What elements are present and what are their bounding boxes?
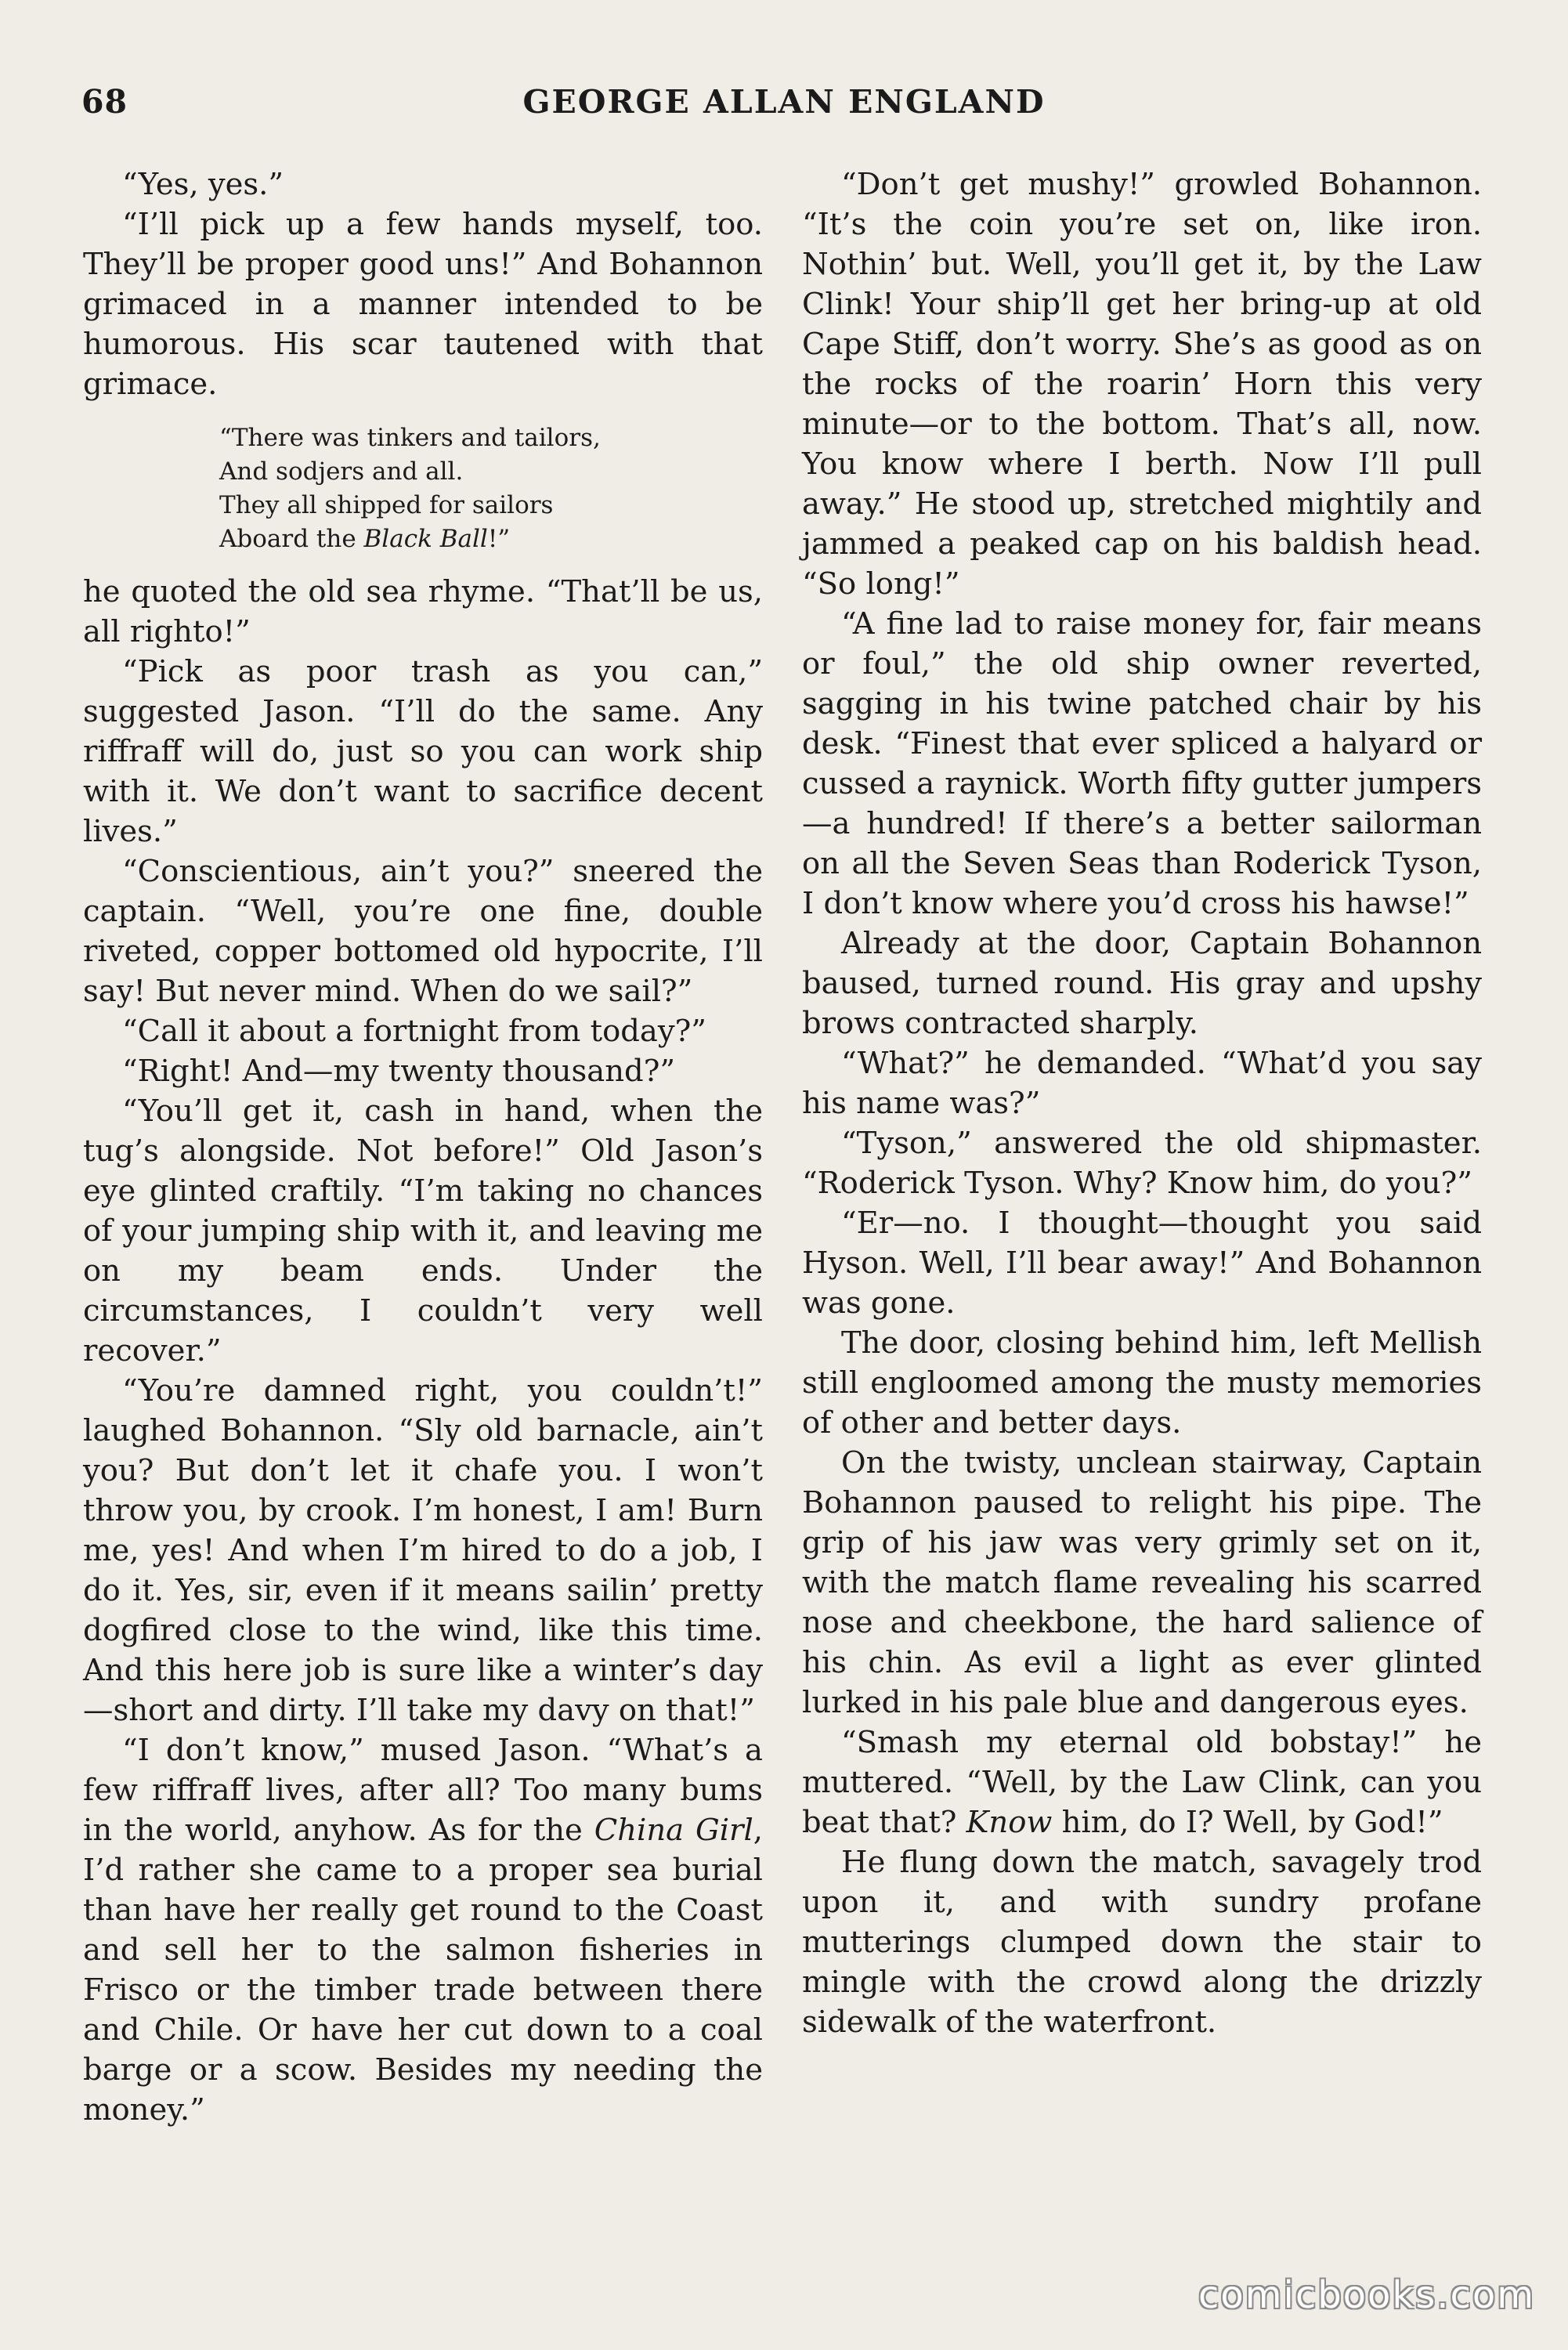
paragraph: “Er—no. I thought—thought you said Hyson. Well, I’ll bear away!” And Bohannon was gone. bbox=[802, 1206, 1482, 1321]
paragraph: He flung down the match, savagely trod upon it, and with sundry profane mutterings clumped down the stair to mingle with the crowd along the drizzly sidewalk of the waterfront. bbox=[802, 1845, 1482, 2040]
page-number: 68 bbox=[81, 83, 128, 121]
paragraph: “Don’t get mushy!” growled Bohannon. “It’s the coin you’re set on, like iron. Nothin’ but. Well, you’ll get it, by the Law Clink! Your ship’ll get her bring-up at old Cape Stiff, don’t worry. She’s as good as on the rocks of the roarin’ Horn this very minute—or to the bottom. That’s all, now. You know where I berth. Now I’ll pull away.” He stood up, stretched mightily and jammed a peaked cap on his baldish head. “So long!” bbox=[802, 167, 1482, 602]
verse-text: Aboard the bbox=[219, 525, 364, 553]
paragraph: “Pick as poor trash as you can,” suggested Jason. “I’ll do the same. Any riffraff will do, just so you can work ship with it. We don’t want to sacrifice decent lives.” bbox=[83, 654, 763, 849]
verse-line bbox=[219, 522, 763, 556]
paragraph-text: “Smash my eternal old bobstay!” he muttered. “Well, by the Law Clink, can you beat that? bbox=[802, 1725, 1482, 1840]
verse-line: And sodjers and all. bbox=[219, 457, 464, 486]
verse-line: They all shipped for sailors bbox=[219, 491, 554, 519]
watermark-logo: comicbooks.com bbox=[1198, 2273, 1535, 2317]
paragraph bbox=[802, 1723, 1482, 1842]
paragraph bbox=[83, 1730, 763, 2130]
paragraph: he quoted the old sea rhyme. “That’ll be us, all righto!” bbox=[83, 574, 763, 649]
paragraph: “You’ll get it, cash in hand, when the tug’s alongside. Not before!” Old Jason’s eye glinted craftily. “I’m taking no chances of your jumping ship with it, and leaving me on my beam ends. Under the circumstances, I couldn’t very well recover.” bbox=[83, 1094, 763, 1368]
right-column bbox=[802, 164, 1482, 2042]
paragraph: “I’ll pick up a few hands myself, too. They’ll be proper good uns!” And Bohannon grimaced in a manner intended to be humorous. His scar tautened with that grimace. bbox=[83, 207, 763, 402]
paragraph: “Right! And—my twenty thousand?” bbox=[122, 1054, 676, 1089]
verse-line: “There was tinkers and tailors, bbox=[219, 424, 601, 452]
emphasis: Know bbox=[966, 1805, 1053, 1840]
verse-quotation bbox=[219, 421, 763, 556]
paragraph: “Conscientious, ain’t you?” sneered the captain. “Well, you’re one fine, double riveted, copper bottomed old hypocrite, I’ll say! But never mind. When do we sail?” bbox=[83, 854, 763, 1009]
paragraph: “What?” he demanded. “What’d you say his name was?” bbox=[802, 1046, 1482, 1121]
left-column bbox=[83, 164, 763, 2130]
paragraph: “You’re damned right, you couldn’t!” laughed Bohannon. “Sly old barnacle, ain’t you? But don’t let it chafe you. I won’t throw you, by crook. I’m honest, I am! Burn me, yes! And when I’m hired to do a job, I do it. Yes, sir, even if it means sailin’ pretty dogfired close to the wind, like this time. And this here job is sure like a winter’s day—short and dirty. I’ll take my davy on that!” bbox=[83, 1373, 763, 1728]
paragraph: “Tyson,” answered the old shipmaster. “Roderick Tyson. Why? Know him, do you?” bbox=[802, 1126, 1482, 1201]
paragraph: “Yes, yes.” bbox=[122, 167, 284, 202]
paragraph: “Call it about a fortnight from today?” bbox=[122, 1014, 706, 1049]
paragraph-text: “I don’t know,” mused Jason. “What’s a few riffraff lives, after all? Too many bums in the world, anyhow. As for the bbox=[83, 1733, 763, 1848]
verse-ship-name: Black Ball bbox=[363, 525, 488, 553]
paragraph: On the twisty, unclean stairway, Captain Bohannon paused to relight his pipe. The grip of his jaw was very grimly set on it, with the match flame revealing his scarred nose and cheekbone, the hard salience of his chin. As evil a light as ever glinted lurked in his pale blue and dangerous eyes. bbox=[802, 1445, 1482, 1720]
paragraph-text: him, do I? Well, by God!” bbox=[1052, 1805, 1443, 1840]
paragraph: “A fine lad to raise money for, fair means or foul,” the old ship owner reverted, sagging in his twine patched chair by his desk. “Finest that ever spliced a halyard or cussed a raynick. Worth fifty gutter jumpers—a hundred! If there’s a better sailorman on all the Seven Seas than Roderick Tyson, I don’t know where you’d cross his hawse!” bbox=[802, 606, 1482, 921]
paragraph: The door, closing behind him, left Mellish still engloomed among the musty memories of other and better days. bbox=[802, 1325, 1482, 1441]
verse-text: !” bbox=[487, 525, 511, 553]
ship-name: China Girl bbox=[594, 1813, 753, 1848]
paragraph: Already at the door, Captain Bohannon baused, turned round. His gray and upshy brows contracted sharply. bbox=[802, 926, 1482, 1041]
running-head: GEORGE ALLAN ENGLAND bbox=[522, 83, 1046, 121]
paragraph-text: , I’d rather she came to a proper sea burial than have her really get round to the Coast and sell her to the salmon fisheries in Frisco or the timber trade between there and Chile. Or have her cut down to a coal barge or a scow. Besides my needing the money.” bbox=[83, 1813, 764, 2128]
